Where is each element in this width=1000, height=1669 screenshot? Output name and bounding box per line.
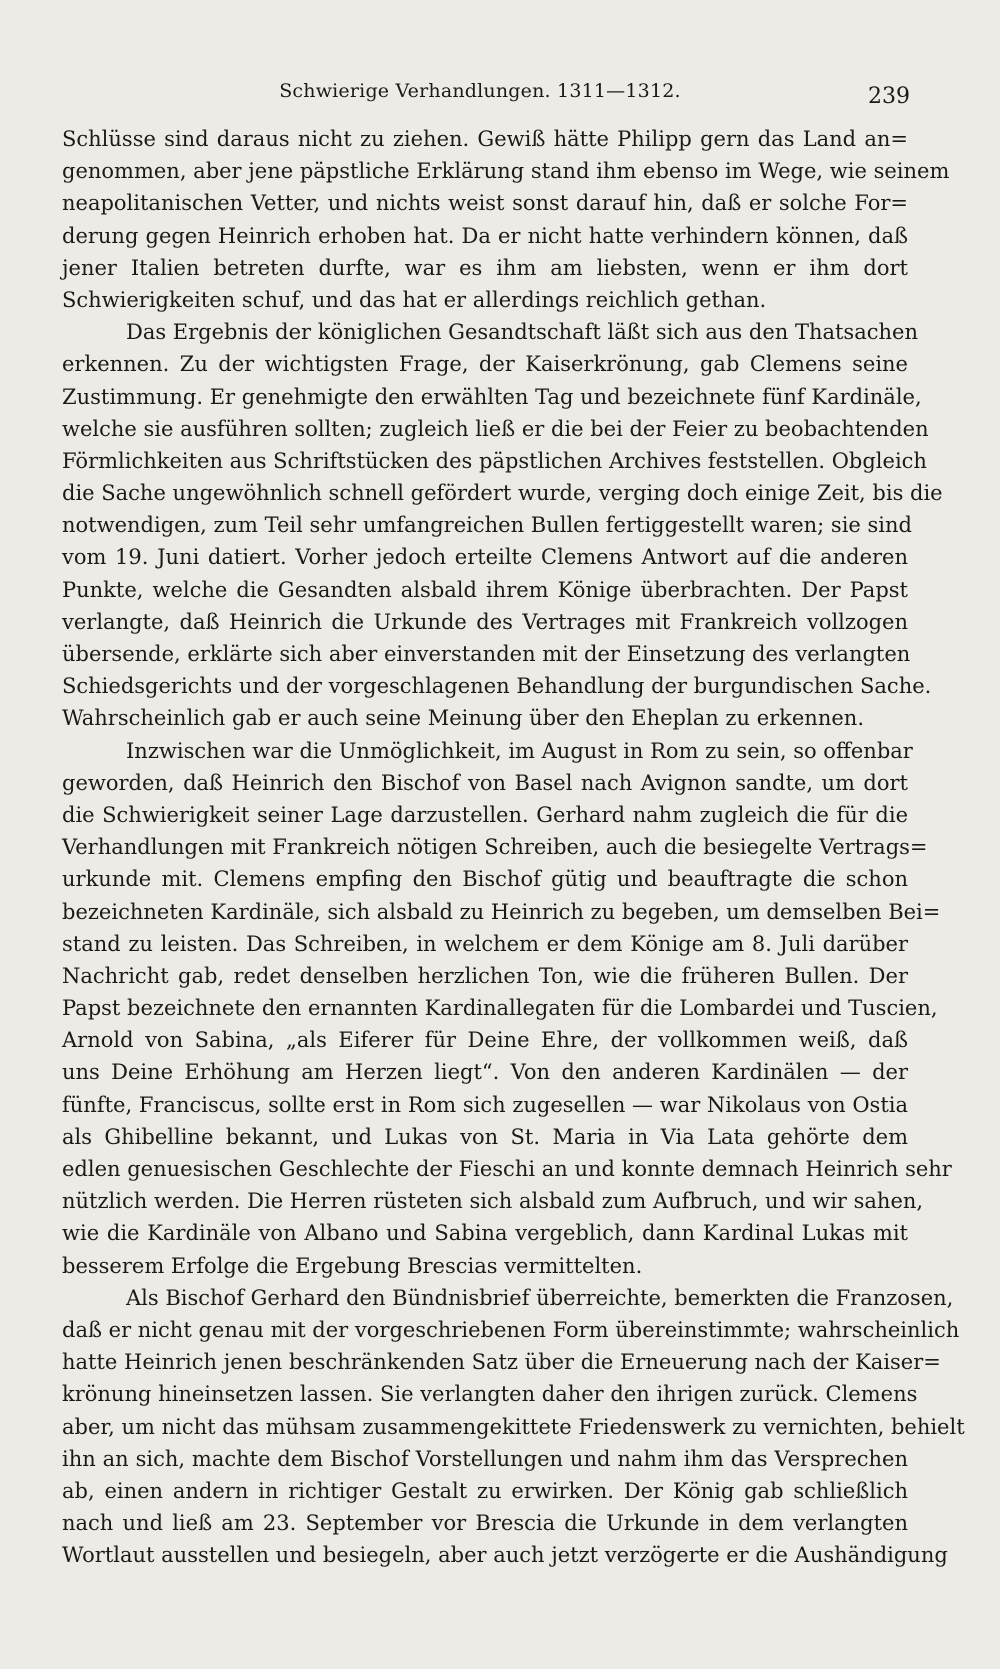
text-line: bezeichneten Kardinäle, sich alsbald zu Heinrich zu begeben, um demselben Bei= xyxy=(62,899,941,924)
text-line: daß er nicht genau mit der vorgeschriebenen Form übereinstimmte; wahrscheinlich xyxy=(62,1317,960,1342)
paragraph xyxy=(62,735,952,1282)
body-text xyxy=(62,123,965,1571)
text-line: Nachricht gab, redet denselben herzlichen Ton, wie die früheren Bullen. Der xyxy=(62,963,908,988)
page-header xyxy=(60,80,910,120)
text-line: stand zu leisten. Das Schreiben, in welchem er dem Könige am 8. Juli darüber xyxy=(62,931,908,956)
text-line: als Ghibelline bekannt, und Lukas von St. Maria in Via Lata gehörte dem xyxy=(62,1124,908,1149)
text-line: Schwierigkeiten schuf, und das hat er allerdings reichlich gethan. xyxy=(62,287,767,312)
text-line: wie die Kardinäle von Albano und Sabina vergeblich, dann Kardinal Lukas mit xyxy=(62,1221,908,1246)
text-line: hatte Heinrich jenen beschränkenden Satz über die Erneuerung nach der Kaiser= xyxy=(62,1350,941,1375)
text-line: fünfte, Franciscus, sollte erst in Rom sich zugesellen — war Nikolaus von Ostia xyxy=(62,1092,908,1117)
text-line: Papst bezeichnete den ernannten Kardinallegaten für die Lombardei und Tuscien, xyxy=(62,996,938,1021)
text-line: Verhandlungen mit Frankreich nötigen Schreiben, auch die besiegelte Vertrags= xyxy=(62,835,928,860)
text-line: Inzwischen war die Unmöglichkeit, im August in Rom zu sein, so offenbar xyxy=(126,738,913,763)
text-line: jener Italien betreten durfte, war es ihm am liebsten, wenn er ihm dort xyxy=(62,255,908,280)
text-line: aber, um nicht das mühsam zusammengekittete Friedenswerk zu vernichten, behielt xyxy=(62,1414,965,1439)
text-line: edlen genuesischen Geschlechte der Fieschi an und konnte demnach Heinrich sehr xyxy=(62,1157,952,1181)
text-line: Wortlaut ausstellen und besiegeln, aber auch jetzt verzögerte er die Aushändigung xyxy=(62,1543,948,1568)
text-line: genommen, aber jene päpstliche Erklärung stand ihm ebenso im Wege, wie seinem xyxy=(62,159,950,184)
text-line: erkennen. Zu der wichtigsten Frage, der Kaiserkrönung, gab Clemens seine xyxy=(62,352,908,377)
paragraph xyxy=(62,1282,965,1572)
text-line: nach und ließ am 23. September vor Brescia die Urkunde in dem verlangten xyxy=(62,1511,908,1536)
text-line: übersende, erklärte sich aber einverstanden mit der Einsetzung des verlangten xyxy=(62,642,911,666)
text-line: nützlich werden. Die Herren rüsteten sich alsbald zum Aufbruch, und wir sahen, xyxy=(62,1189,924,1214)
page-number: 239 xyxy=(868,84,910,109)
text-line: neapolitanischen Vetter, und nichts weist sonst darauf hin, daß er solche For= xyxy=(62,191,908,216)
text-line: notwendigen, zum Teil sehr umfangreichen Bullen fertiggestellt waren; sie sind xyxy=(62,513,912,538)
text-line: Arnold von Sabina, „als Eiferer für Deine Ehre, der vollkommen weiß, daß xyxy=(62,1028,908,1053)
text-line: ab, einen andern in richtiger Gestalt zu erwirken. Der König gab schließlich xyxy=(62,1478,908,1503)
text-line: vom 19. Juni datiert. Vorher jedoch erteilte Clemens Antwort auf die anderen xyxy=(62,545,908,570)
running-head: Schwierige Verhandlungen. 1311—1312. xyxy=(279,80,681,102)
text-line: urkunde mit. Clemens empfing den Bischof gütig und beauftragte die schon xyxy=(62,867,908,892)
text-line: Schlüsse sind daraus nicht zu ziehen. Gewiß hätte Philipp gern das Land an= xyxy=(62,127,908,151)
text-line: derung gegen Heinrich erhoben hat. Da er nicht hatte verhindern können, daß xyxy=(62,223,908,248)
text-line: Schiedsgerichts und der vorgeschlagenen Behandlung der burgundischen Sache. xyxy=(62,674,932,699)
text-line: Das Ergebnis der königlichen Gesandtschaft läßt sich aus den Thatsachen xyxy=(126,320,918,345)
text-line: Als Bischof Gerhard den Bündnisbrief überreichte, bemerkten die Franzosen, xyxy=(126,1285,954,1310)
text-line: Förmlichkeiten aus Schriftstücken des päpstlichen Archives feststellen. Obgleich xyxy=(62,448,927,473)
text-line: ihn an sich, machte dem Bischof Vorstellungen und nahm ihm das Versprechen xyxy=(62,1446,908,1471)
text-line: welche sie ausführen sollten; zugleich ließ er die bei der Feier zu beobachtenden xyxy=(62,416,929,441)
text-line: Wahrscheinlich gab er auch seine Meinung über den Eheplan zu erkennen. xyxy=(62,706,864,731)
paragraph xyxy=(62,123,950,316)
text-line: uns Deine Erhöhung am Herzen liegt“. Von den anderen Kardinälen — der xyxy=(62,1060,908,1085)
text-line: besserem Erfolge die Ergebung Brescias vermittelten. xyxy=(62,1253,643,1278)
text-line: die Schwierigkeit seiner Lage darzustellen. Gerhard nahm zugleich die für die xyxy=(62,802,908,827)
text-line: geworden, daß Heinrich den Bischof von Basel nach Avignon sandte, um dort xyxy=(62,770,908,795)
text-line: Zustimmung. Er genehmigte den erwählten Tag und bezeichnete fünf Kardinäle, xyxy=(62,384,922,409)
text-line: krönung hineinsetzen lassen. Sie verlangten daher den ihrigen zurück. Clemens xyxy=(62,1382,918,1407)
text-line: Punkte, welche die Gesandten alsbald ihrem Könige überbrachten. Der Papst xyxy=(62,577,908,602)
text-line: verlangte, daß Heinrich die Urkunde des Vertrages mit Frankreich vollzogen xyxy=(62,609,908,634)
text-line: die Sache ungewöhnlich schnell gefördert wurde, verging doch einige Zeit, bis die xyxy=(62,481,943,506)
paragraph xyxy=(62,316,943,734)
